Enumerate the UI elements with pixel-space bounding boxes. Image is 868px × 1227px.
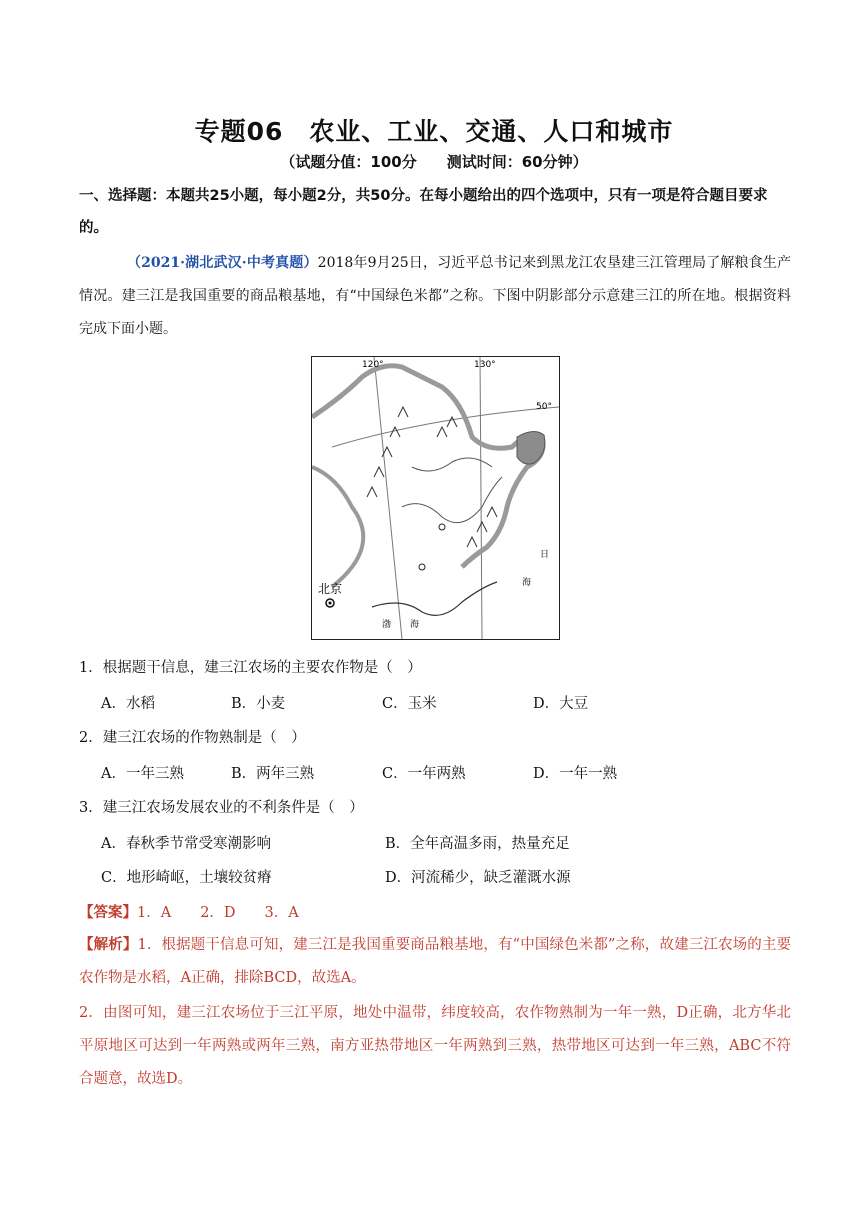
map-graphic [312,357,559,639]
xiaoxinganling-mountains [437,417,457,437]
section-heading: 一、选择题：本题共25小题，每小题2分，共50分。在每小题给出的四个选项中，只有一项是符合题目要求的。 [79,188,768,236]
answer-text: 1．A 2．D 3．A [137,905,299,921]
northeast-china-map [311,356,560,640]
answer-line [79,901,299,922]
lat-label-50: 50° [536,402,552,412]
question-1-stem: 1．根据题干信息，建三江农场的主要农作物是（ ） [79,660,422,676]
sea-label-ri: 日 [540,550,550,560]
answer-tag: 【答案】 [79,904,137,921]
explanation-text-1: 1．根据题干信息可知，建三江是我国重要商品粮基地，有“中国绿色米都”之称，故建三江农场的主要农作物是水稻，A正确，排除BCD，故选A。 [79,937,791,986]
coastline [372,582,497,615]
q2-option-c: C．一年两熟 [382,766,466,782]
q1-option-b: B．小麦 [231,696,286,712]
q3-option-a: A．春秋季节常受寒潮影响 [101,836,271,852]
explanation-paragraph-2: 2．由图可知，建三江农场位于三江平原，地处中温带，纬度较高，农作物熟制为一年一熟，D正确，北方华北平原地区可达到一年两熟或两年三熟，南方亚热带地区一年两熟到三熟，热带地区可达到一年三熟，ABC不符合题意，故选D。 [79,1005,791,1087]
provincial-border [312,467,363,587]
q2-option-b: B．两年三熟 [231,766,315,782]
sea-label-bo: 渤 [382,620,392,630]
question-source: （2021·湖北武汉·中考真题） [127,255,318,271]
q2-option-a: A．一年三熟 [101,766,184,782]
daxinganling-mountains [367,407,408,497]
city-marker [419,564,425,570]
question-2-stem: 2．建三江农场的作物熟制是（ ） [79,730,306,746]
question-intro [79,247,791,346]
q3-option-d: D．河流稀少，缺乏灌溉水源 [385,870,571,886]
q1-option-c: C．玉米 [382,696,437,712]
lon-label-130: 130° [474,360,496,370]
page-title: 专题06 农业、工业、交通、人口和城市 [194,117,674,146]
beijing-label: 北京 [318,582,343,596]
q1-option-a: A．水稻 [101,696,155,712]
beijing-marker-dot [329,602,332,605]
longitude-line-120 [374,357,402,639]
explanation-paragraph-1 [79,928,791,995]
q1-option-d: D．大豆 [533,696,589,712]
intro-text: 2018年9月25日，习近平总书记来到黑龙江农垦建三江管理局了解粮食生产情况。建三江是我国重要的商品粮基地，有“中国绿色米都”之称。下图中阴影部分示意建三江的所在地。根据资料完成下面小题。 [79,255,791,337]
question-3-stem: 3．建三江农场发展农业的不利条件是（ ） [79,800,364,816]
river-line [402,477,502,523]
explanation-tag: 【解析】 [79,936,138,953]
national-border [312,366,543,567]
sea-label-hai-2: 海 [410,620,420,630]
q3-option-c: C．地形崎岖，土壤较贫瘠 [101,870,272,886]
lon-label-120: 120° [362,360,384,370]
sea-label-hai: 海 [522,578,532,588]
city-marker [439,524,445,530]
q2-option-d: D．一年一熟 [533,766,618,782]
page-subtitle: （试题分值：100分 测试时间：60分钟） [280,153,588,171]
longitude-line-130 [480,357,482,639]
q3-option-b: B．全年高温多雨，热量充足 [385,836,570,852]
province-line [412,458,492,471]
